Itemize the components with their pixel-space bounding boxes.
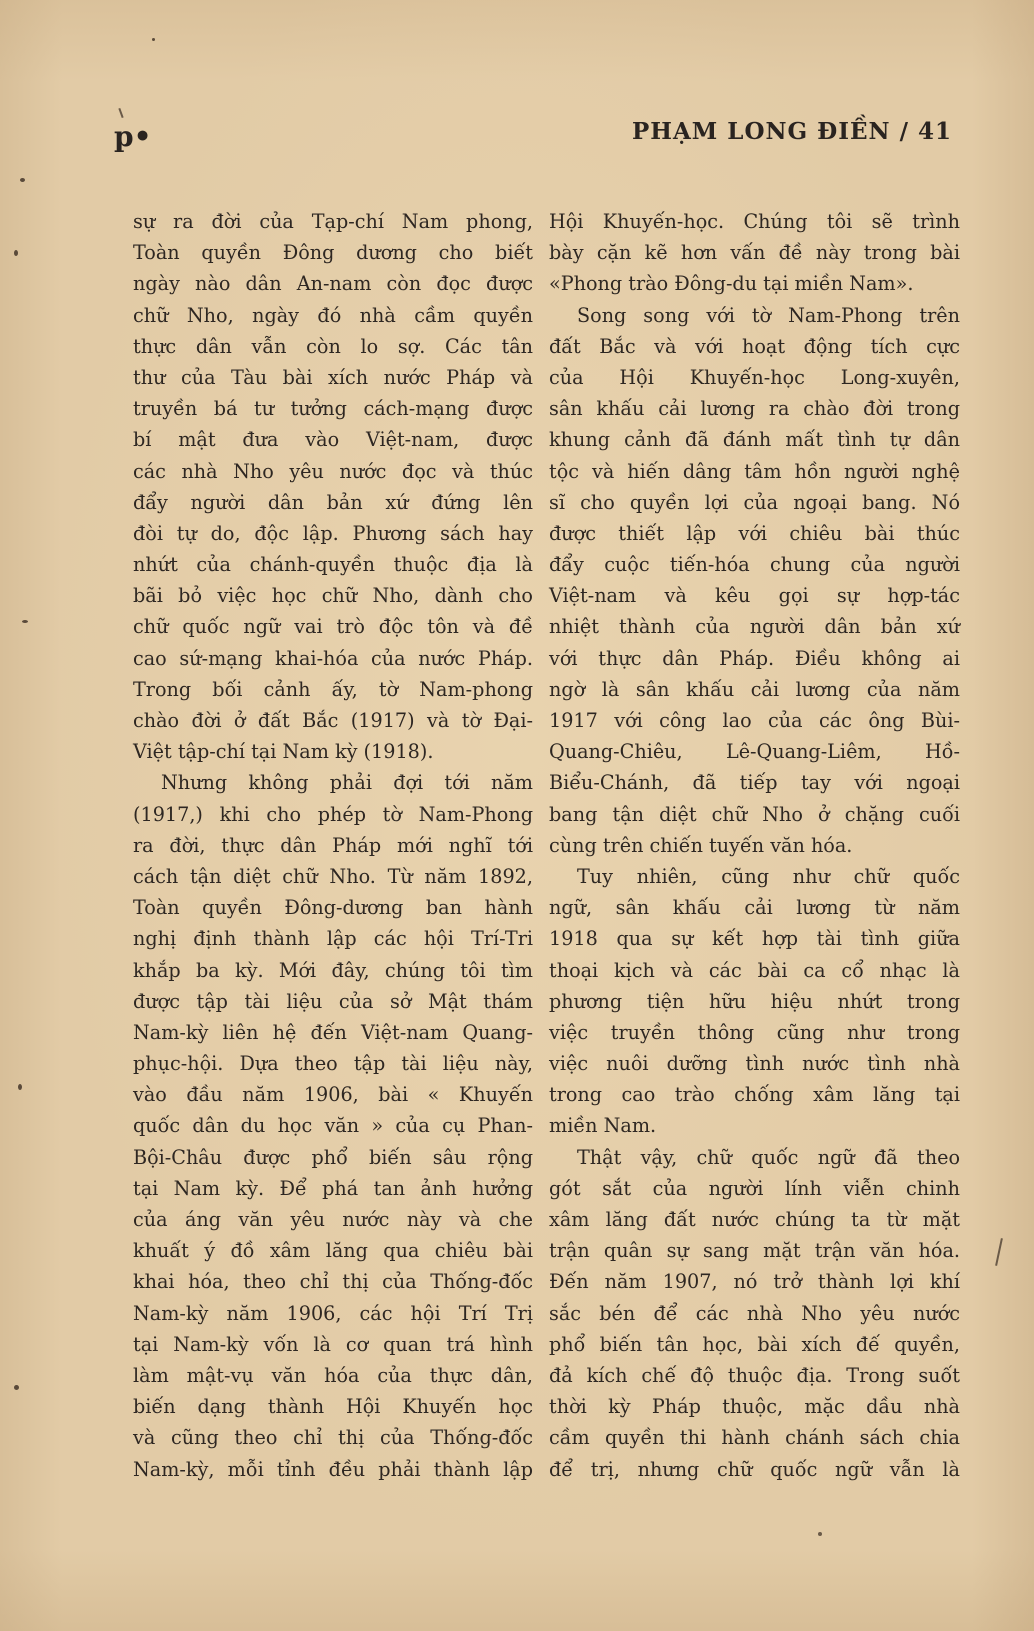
text-line: các nhà Nho yêu nước đọc và thúc xyxy=(133,459,533,483)
margin-mark xyxy=(995,1238,1003,1266)
text-line: đất Bắc và với hoạt động tích cực xyxy=(549,334,960,358)
text-line: sân khấu cải lương ra chào đời trong xyxy=(549,397,960,421)
text-line: Toàn quyền Đông dương cho biết xyxy=(133,241,533,265)
text-line: thực dân vẫn còn lo sợ. Các tân xyxy=(133,334,533,358)
text-line: sự ra đời của Tạp-chí Nam phong, xyxy=(133,210,533,233)
left-column xyxy=(133,206,533,1485)
text-line: việc truyền thông cũng như trong xyxy=(549,1020,960,1044)
text-line: nghị định thành lập các hội Trí-Tri xyxy=(133,927,533,951)
text-line: tộc và hiến dâng tâm hồn người nghệ xyxy=(549,459,960,483)
text-line: tại Nam-kỳ vốn là cơ quan trá hình xyxy=(133,1332,533,1356)
text-line: Quang-Chiêu, Lê-Quang-Liêm, Hồ- xyxy=(549,740,960,764)
text-line: để trị, nhưng chữ quốc ngữ vẫn là xyxy=(549,1457,960,1481)
text-line: Bội-Châu được phổ biến sâu rộng xyxy=(133,1145,533,1169)
margin-mark xyxy=(118,108,123,118)
text-line: sĩ cho quyền lợi của ngoại bang. Nó xyxy=(549,490,960,514)
text-line: phổ biến tân học, bài xích đế quyền, xyxy=(549,1332,960,1356)
text-line: Hội Khuyến-học. Chúng tôi sẽ trình xyxy=(549,210,960,233)
text-line: truyền bá tư tưởng cách-mạng được xyxy=(133,397,533,421)
paper-speck xyxy=(18,1084,22,1090)
text-line: khuất ý đồ xâm lăng qua chiêu bài xyxy=(133,1239,533,1263)
text-line: khắp ba kỳ. Mới đây, chúng tôi tìm xyxy=(133,958,533,982)
text-line: Trong bối cảnh ấy, tờ Nam-phong xyxy=(133,677,533,701)
text-line: sắc bén để các nhà Nho yêu nước xyxy=(549,1301,960,1325)
paper-speck xyxy=(152,38,155,41)
text-line: bí mật đưa vào Việt-nam, được xyxy=(133,428,533,452)
paper-speck xyxy=(14,250,18,256)
text-line: đòi tự do, độc lập. Phương sách hay xyxy=(133,521,533,545)
text-line: cùng trên chiến tuyến văn hóa. xyxy=(549,833,853,857)
text-line: ngữ, sân khấu cải lương từ năm xyxy=(549,896,960,920)
text-line: và cũng theo chỉ thị của Thống-đốc xyxy=(133,1426,533,1450)
text-line: Đến năm 1907, nó trở thành lợi khí xyxy=(549,1270,960,1294)
text-line: nhiệt thành của người dân bản xứ xyxy=(549,615,960,639)
text-line: Thật vậy, chữ quốc ngữ đã theo xyxy=(577,1145,960,1169)
text-line: Tuy nhiên, cũng như chữ quốc xyxy=(577,864,960,888)
paper-speck xyxy=(818,1532,822,1536)
text-line: chữ Nho, ngày đó nhà cầm quyền xyxy=(133,303,533,327)
text-line: của Hội Khuyến-học Long-xuyên, xyxy=(549,365,960,389)
text-line: biến dạng thành Hội Khuyến học xyxy=(133,1395,533,1419)
text-line: của áng văn yêu nước này và che xyxy=(133,1208,533,1231)
text-line: «Phong trào Đông-du tại miền Nam». xyxy=(549,272,914,296)
text-line: gót sắt của người lính viễn chinh xyxy=(549,1176,960,1200)
text-line: Nhưng không phải đợi tới năm xyxy=(161,771,533,795)
text-line: thoại kịch và các bài ca cổ nhạc là xyxy=(549,958,960,982)
folio-mark: p• xyxy=(114,120,152,153)
text-line: cách tận diệt chữ Nho. Từ năm 1892, xyxy=(133,864,533,888)
text-line: chữ quốc ngữ vai trò độc tôn và đề xyxy=(133,615,533,639)
text-line: ngày nào dân An-nam còn đọc được xyxy=(133,272,533,296)
text-line: miền Nam. xyxy=(549,1114,657,1138)
text-line: khai hóa, theo chỉ thị của Thống-đốc xyxy=(133,1270,533,1294)
text-line: Song song với tờ Nam-Phong trên xyxy=(577,303,960,327)
text-line: được thiết lập với chiêu bài thúc xyxy=(549,521,960,545)
text-line: với thực dân Pháp. Điều không ai xyxy=(549,646,960,670)
text-line: 1918 qua sự kết hợp tài tình giữa xyxy=(549,927,960,951)
text-line: thư của Tàu bài xích nước Pháp và xyxy=(133,365,533,389)
text-line: đả kích chế độ thuộc địa. Trong suốt xyxy=(549,1363,960,1387)
text-line: cầm quyền thi hành chánh sách chia xyxy=(549,1426,960,1450)
text-line: việc nuôi dưỡng tình nước tình nhà xyxy=(549,1052,960,1076)
text-line: thời kỳ Pháp thuộc, mặc dầu nhà xyxy=(549,1395,960,1419)
text-line: (1917,) khi cho phép tờ Nam-Phong xyxy=(133,802,533,826)
text-line: trong cao trào chống xâm lăng tại xyxy=(549,1083,960,1107)
paper-speck xyxy=(20,178,25,182)
text-line: Biểu-Chánh, đã tiếp tay với ngoại xyxy=(549,771,960,795)
text-line: Nam-kỳ liên hệ đến Việt-nam Quang- xyxy=(133,1020,533,1044)
text-line: Nam-kỳ, mỗi tỉnh đều phải thành lập xyxy=(133,1457,533,1481)
right-column xyxy=(549,206,960,1485)
text-line: tại Nam kỳ. Để phá tan ảnh hưởng xyxy=(133,1176,533,1200)
text-line: nhứt của chánh-quyền thuộc địa là xyxy=(133,553,533,577)
text-line: cao sứ-mạng khai-hóa của nước Pháp. xyxy=(133,646,533,670)
text-line: chào đời ở đất Bắc (1917) và tờ Đại- xyxy=(133,709,533,732)
text-line: bang tận diệt chữ Nho ở chặng cuối xyxy=(549,802,960,826)
text-line: khung cảnh đã đánh mất tình tự dân xyxy=(549,428,960,452)
text-line: phương tiện hữu hiệu nhứt trong xyxy=(549,989,960,1013)
text-line: xâm lăng đất nước chúng ta từ mặt xyxy=(549,1208,960,1231)
text-line: Nam-kỳ năm 1906, các hội Trí Trị xyxy=(133,1301,533,1325)
text-line: 1917 với công lao của các ông Bùi- xyxy=(549,709,960,732)
paper-speck xyxy=(14,1385,19,1390)
text-line: bãi bỏ việc học chữ Nho, dành cho xyxy=(133,584,533,608)
text-line: quốc dân du học văn » của cụ Phan- xyxy=(133,1114,533,1138)
text-line: Toàn quyền Đông-dương ban hành xyxy=(133,896,533,920)
text-line: Việt tập-chí tại Nam kỳ (1918). xyxy=(133,740,434,764)
text-line: trận quân sự sang mặt trận văn hóa. xyxy=(549,1239,960,1263)
text-line: ngờ là sân khấu cải lương của năm xyxy=(549,677,960,701)
paper-speck xyxy=(22,620,28,623)
running-head: PHẠM LONG ĐIỀN / 41 xyxy=(631,118,952,145)
text-line: làm mật-vụ văn hóa của thực dân, xyxy=(133,1363,533,1387)
text-line: phục-hội. Dựa theo tập tài liệu này, xyxy=(133,1052,533,1076)
text-line: đẩy người dân bản xứ đứng lên xyxy=(133,490,533,514)
text-line: vào đầu năm 1906, bài « Khuyến xyxy=(133,1083,533,1107)
text-line: ra đời, thực dân Pháp mới nghĩ tới xyxy=(133,833,533,857)
text-line: bày cặn kẽ hơn vấn đề này trong bài xyxy=(549,241,960,265)
text-line: Việt-nam và kêu gọi sự hợp-tác xyxy=(549,584,960,608)
text-line: đẩy cuộc tiến-hóa chung của người xyxy=(549,553,960,577)
text-line: được tập tài liệu của sở Mật thám xyxy=(133,989,533,1013)
